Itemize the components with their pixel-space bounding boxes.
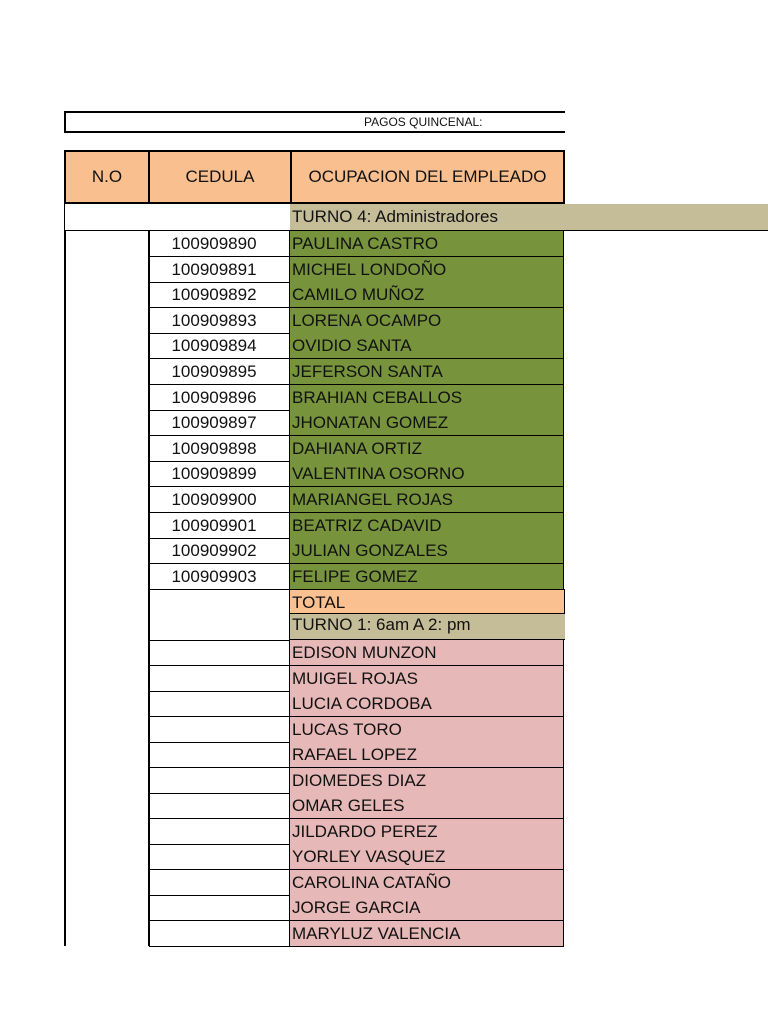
employee-name-cell[interactable]: CAROLINA CATAÑO	[290, 870, 564, 896]
employee-name-cell[interactable]: VALENTINA OSORNO	[290, 461, 564, 487]
employee-name-cell[interactable]: MARIANGEL ROJAS	[290, 487, 564, 513]
employee-name-cell[interactable]: YORLEY VASQUEZ	[290, 844, 564, 870]
employee-name-cell[interactable]: MICHEL LONDOÑO	[290, 257, 564, 283]
employee-name-cell[interactable]: JILDARDO PEREZ	[290, 819, 564, 845]
cedula-cell[interactable]: 100909894	[149, 333, 290, 359]
cedula-cell[interactable]	[149, 870, 290, 896]
cedula-cell[interactable]	[149, 768, 290, 794]
cedula-cell[interactable]: 100909901	[149, 513, 290, 539]
cedula-cell[interactable]	[149, 921, 290, 947]
cedula-cell[interactable]: 100909895	[149, 359, 290, 385]
cedula-cell[interactable]	[149, 793, 290, 819]
cedula-cell[interactable]: 100909900	[149, 487, 290, 513]
cedula-cell[interactable]: 100909893	[149, 308, 290, 334]
header-no[interactable]: N.O	[64, 150, 150, 204]
employee-name-cell[interactable]: JHONATAN GOMEZ	[290, 410, 564, 436]
cedula-cell[interactable]	[149, 844, 290, 870]
employee-name-cell[interactable]: MARYLUZ VALENCIA	[290, 921, 564, 947]
employee-name-cell[interactable]: BRAHIAN CEBALLOS	[290, 385, 564, 411]
employee-name-cell[interactable]: JORGE GARCIA	[290, 895, 564, 921]
cedula-cell[interactable]	[149, 640, 290, 666]
cedula-cell[interactable]: 100909896	[149, 385, 290, 411]
cedula-cell[interactable]	[149, 742, 290, 768]
employee-name-cell[interactable]: MUIGEL ROJAS	[290, 666, 564, 692]
header-cedula[interactable]: CEDULA	[148, 150, 292, 204]
cedula-cell[interactable]: 100909890	[149, 231, 290, 257]
total-label: TOTAL	[290, 589, 565, 614]
cedula-cell[interactable]	[149, 895, 290, 921]
cedula-cell[interactable]	[149, 819, 290, 845]
turno1-label: TURNO 1: 6am A 2: pm	[290, 614, 565, 640]
employee-name-cell[interactable]: JEFERSON SANTA	[290, 359, 564, 385]
employee-name-cell[interactable]: FELIPE GOMEZ	[290, 564, 564, 590]
employee-name-cell[interactable]: OMAR GELES	[290, 793, 564, 819]
cedula-cell[interactable]: 100909891	[149, 257, 290, 283]
cedula-cell[interactable]: 100909897	[149, 410, 290, 436]
cedula-cell[interactable]	[149, 666, 290, 692]
employee-name-cell[interactable]: LORENA OCAMPO	[290, 308, 564, 334]
employee-name-cell[interactable]: BEATRIZ CADAVID	[290, 513, 564, 539]
cedula-cell[interactable]	[149, 691, 290, 717]
cedula-cell[interactable]: 100909899	[149, 461, 290, 487]
employee-name-cell[interactable]: PAULINA CASTRO	[290, 231, 564, 257]
employee-name-cell[interactable]: CAMILO MUÑOZ	[290, 282, 564, 308]
cedula-cell[interactable]: 100909902	[149, 538, 290, 564]
employee-name-cell[interactable]: JULIAN GONZALES	[290, 538, 564, 564]
turno4-label: TURNO 4: Administradores	[290, 204, 768, 231]
employee-name-cell[interactable]: LUCIA CORDOBA	[290, 691, 564, 717]
cedula-cell[interactable]: 100909903	[149, 564, 290, 590]
cedula-cell[interactable]: 100909898	[149, 436, 290, 462]
header-ocupacion[interactable]: OCUPACION DEL EMPLEADO	[290, 150, 565, 204]
turno4-blank-cell	[64, 204, 290, 231]
cedula-cell[interactable]	[149, 717, 290, 743]
employee-name-cell[interactable]: EDISON MUNZON	[290, 640, 564, 666]
employee-name-cell[interactable]: OVIDIO SANTA	[290, 333, 564, 359]
total-cedula-cell	[149, 589, 290, 641]
employee-name-cell[interactable]: DAHIANA ORTIZ	[290, 436, 564, 462]
cedula-cell[interactable]: 100909892	[149, 282, 290, 308]
employee-name-cell[interactable]: RAFAEL LOPEZ	[290, 742, 564, 768]
employee-name-cell[interactable]: LUCAS TORO	[290, 717, 564, 743]
left-border	[64, 231, 66, 946]
title-box	[64, 111, 565, 133]
page-title: PAGOS QUINCENAL:	[364, 115, 483, 129]
employee-name-cell[interactable]: DIOMEDES DIAZ	[290, 768, 564, 794]
